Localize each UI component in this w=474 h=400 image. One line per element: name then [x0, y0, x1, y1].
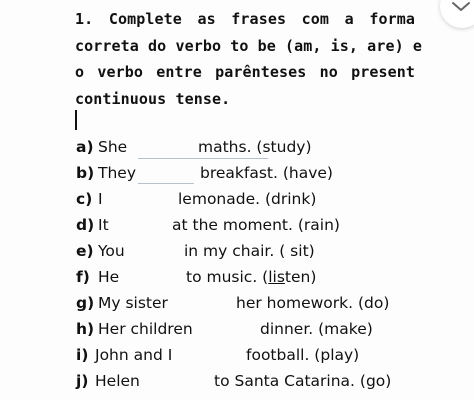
question-line-4: continuous tense.	[75, 89, 231, 108]
item-subject: Helen	[95, 372, 140, 390]
answer-blank	[138, 183, 194, 184]
item-label: b)	[76, 164, 95, 182]
item-rest: her homework. (do)	[236, 294, 390, 312]
chevron-down-icon	[451, 1, 471, 13]
item-subject: John and I	[95, 346, 173, 364]
exercise-item-f	[76, 265, 436, 289]
item-subject: He	[98, 268, 120, 286]
text-cursor	[75, 110, 77, 130]
exercise-item-c	[76, 187, 436, 211]
item-rest-underlined: lis	[268, 268, 285, 286]
item-rest: lemonade. (drink)	[178, 190, 317, 208]
item-subject: I	[98, 190, 103, 208]
exercise-item-e	[76, 239, 436, 263]
item-rest-before: to music. (	[186, 268, 269, 286]
item-rest: breakfast. (have)	[200, 164, 333, 182]
item-label: a)	[76, 138, 94, 156]
question-line-3: o verbo entre parênteses no present	[75, 63, 415, 81]
item-subject: She	[98, 138, 128, 156]
item-rest	[186, 265, 316, 289]
exercise-item-j	[76, 369, 436, 393]
item-label: e)	[76, 242, 94, 260]
item-rest-after: ten)	[284, 268, 317, 286]
item-rest: football. (play)	[246, 346, 360, 364]
item-rest: at the moment. (rain)	[172, 216, 340, 234]
question-line-2: correta do verbo to be (am, is, are) e	[75, 36, 422, 55]
item-rest: to Santa Catarina. (go)	[214, 372, 392, 390]
item-label: j)	[76, 372, 89, 390]
expand-button[interactable]	[440, 0, 474, 28]
question-heading	[75, 6, 422, 112]
exercise-item-h	[76, 317, 436, 341]
exercise-item-b	[76, 161, 436, 185]
exercise-item-a	[76, 135, 436, 159]
item-rest: dinner. (make)	[260, 320, 373, 338]
question-line-1: 1. Complete as frases com a forma	[75, 10, 415, 28]
item-rest: maths. (study)	[198, 138, 312, 156]
exercise-item-g	[76, 291, 436, 315]
item-subject: My sister	[98, 294, 168, 312]
item-subject: It	[98, 216, 109, 234]
item-label: g)	[76, 294, 95, 312]
item-label: c)	[76, 190, 93, 208]
item-subject: You	[98, 242, 125, 260]
item-subject: Her children	[98, 320, 193, 338]
item-label: f)	[76, 268, 90, 286]
item-label: h)	[76, 320, 95, 338]
item-label: d)	[76, 216, 95, 234]
item-label: i)	[76, 346, 89, 364]
item-rest: in my chair. ( sit)	[184, 242, 315, 260]
item-subject: They	[98, 164, 137, 182]
exercise-item-i	[76, 343, 436, 367]
exercise-item-d	[76, 213, 436, 237]
